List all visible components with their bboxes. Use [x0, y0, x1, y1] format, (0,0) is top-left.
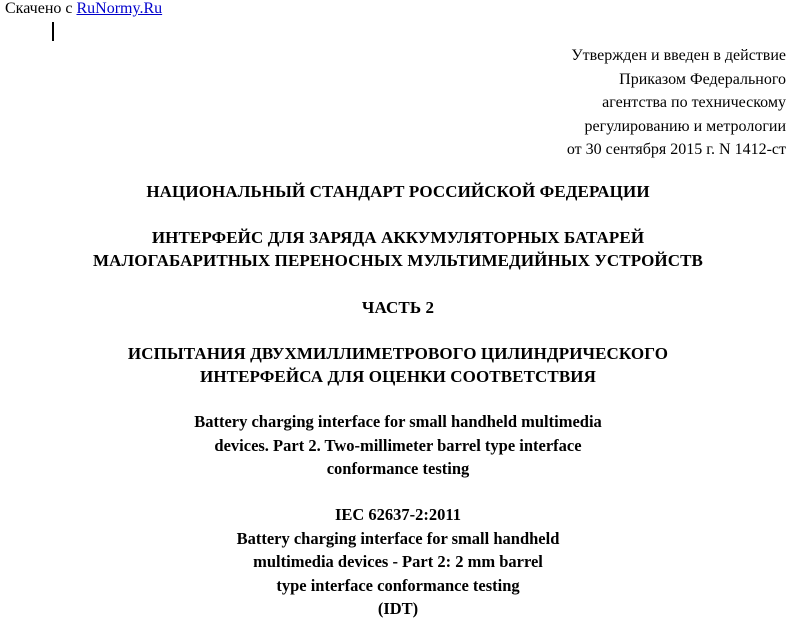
download-source-line	[5, 0, 162, 18]
approval-line-4: регулированию и метрологии	[584, 117, 786, 135]
runormy-link[interactable]: RuNormy.Ru	[76, 0, 163, 17]
approval-line-1: Утвержден и введен в действие	[571, 47, 786, 64]
english-title-line-1: Battery charging interface for small handheld multimedia	[194, 412, 602, 431]
iec-title-line-1: Battery charging interface for small handheld	[236, 528, 560, 548]
english-title-line-2: devices. Part 2. Two-millimeter barrel type interface	[214, 435, 582, 455]
text-cursor	[52, 22, 54, 41]
english-title	[0, 410, 790, 481]
standard-title	[0, 226, 790, 272]
iec-title-line-2: multimedia devices - Part 2: 2 mm barrel	[253, 552, 543, 571]
standard-subtitle-line-2: ИНТЕРФЕЙСА ДЛЯ ОЦЕНКИ СООТВЕТСТВИЯ	[200, 367, 596, 386]
idt-label: (IDT)	[377, 599, 419, 618]
english-title-line-3: conformance testing	[326, 459, 470, 478]
iec-block	[0, 503, 790, 621]
approval-line-5: от 30 сентября 2015 г. N 1412-ст	[566, 141, 786, 158]
part-label-text: ЧАСТЬ 2	[361, 298, 435, 317]
approval-line-3: агентства по техническому	[602, 94, 786, 111]
part-label	[0, 296, 790, 319]
standard-subtitle-line-1: ИСПЫТАНИЯ ДВУХМИЛЛИМЕТРОВОГО ЦИЛИНДРИЧЕСКОГО	[127, 344, 669, 363]
approval-line-2: Приказом Федерального	[619, 70, 786, 88]
standard-subtitle	[0, 342, 790, 388]
standard-heading	[0, 180, 790, 203]
standard-heading-text: НАЦИОНАЛЬНЫЙ СТАНДАРТ РОССИЙСКОЙ ФЕДЕРАЦИИ	[146, 182, 650, 201]
iec-code: IEC 62637-2:2011	[334, 505, 462, 524]
standard-title-line-2: МАЛОГАБАРИТНЫХ ПЕРЕНОСНЫХ МУЛЬТИМЕДИЙНЫХ УСТРОЙСТВ	[92, 251, 703, 270]
download-prefix-text: Скачено с	[5, 0, 73, 17]
iec-title-line-3: type interface conformance testing	[276, 575, 520, 595]
standard-title-line-1: ИНТЕРФЕЙС ДЛЯ ЗАРЯДА АККУМУЛЯТОРНЫХ БАТАРЕЙ	[151, 228, 645, 247]
approval-block	[567, 44, 786, 162]
